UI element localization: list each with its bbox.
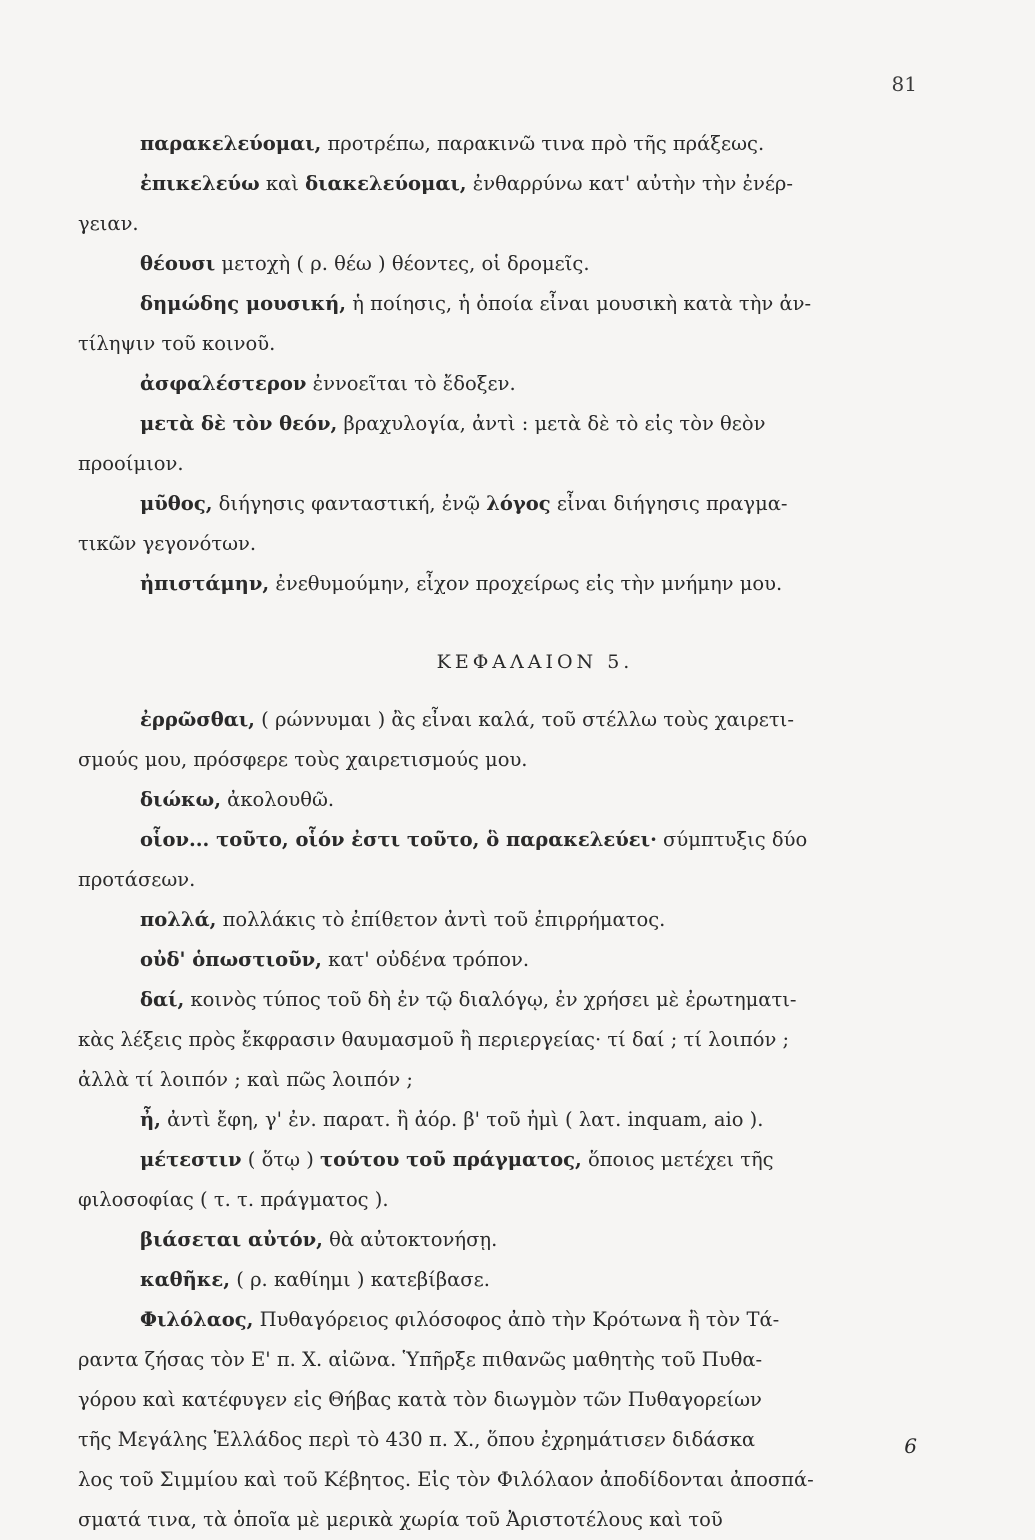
entry-gloss: καὶ [259, 172, 306, 195]
entry-continuation: ἀλλὰ τί λοιπόν ; καὶ πῶς λοιπόν ; [78, 1068, 413, 1091]
entry-lemma: θέουσι [140, 252, 216, 275]
entry-lemma: λόγος [486, 492, 551, 515]
entry-gloss: ( ρώννυμαι ) ἂς εἶναι καλά, τοῦ στέλλω τοὺς χαιρετι- [254, 708, 794, 731]
entry-continuation: κὰς λέξεις πρὸς ἔκφρασιν θαυμασμοῦ ἢ περιεργείας· τί δαί ; τί λοιπόν ; [78, 1028, 790, 1051]
glossary-entry [140, 124, 930, 164]
entry-gloss: πολλάκις τὸ ἐπίθετον ἀντὶ τοῦ ἐπιρρήματος. [216, 908, 666, 931]
glossary-entry [140, 780, 930, 820]
entry-lemma: ἐπικελεύω [140, 172, 260, 195]
entry-lemma: μετὰ δὲ τὸν θεόν, [140, 412, 338, 435]
entry-gloss: προτρέπω, παρακινῶ τινα πρὸ τῆς πράξεως. [321, 132, 765, 155]
entry-gloss: ( ρ. καθίημι ) κατεβίβασε. [230, 1268, 490, 1291]
glossary-entry [140, 1140, 930, 1180]
entry-continuation: προτάσεων. [78, 868, 196, 891]
glossary-entry [140, 820, 930, 860]
entry-gloss: ἀντὶ ἔφη, γ' ἐν. παρατ. ἢ ἀόρ. β' τοῦ ἠμὶ ( λατ. inquam, aio ). [160, 1108, 764, 1131]
entry-lemma: δημώδης μουσική, [140, 292, 347, 315]
page-body [78, 124, 930, 1540]
entry-continuation: ραντα ζήσας τὸν Ε' π. Χ. αἰῶνα. Ὑπῆρξε πιθανῶς μαθητὴς τοῦ Πυθα- [78, 1348, 763, 1371]
entry-continuation: τῆς Μεγάλης Ἑλλάδος περὶ τὸ 430 π. Χ., ὅπου ἐχρημάτισεν διδάσκα [78, 1428, 756, 1451]
entry-continuation: προοίμιον. [78, 452, 184, 475]
entry-gloss: ὅποιος μετέχει τῆς [581, 1148, 774, 1171]
glossary-entry [140, 284, 930, 324]
entry-gloss: μετοχὴ ( ρ. θέω ) θέοντες, οἱ δρομεῖς. [215, 252, 590, 275]
entry-gloss: διήγησις φανταστική, ἐνῷ [212, 492, 487, 515]
entry-continuation: σμούς μου, πρόσφερε τοὺς χαιρετισμούς μου. [78, 748, 528, 771]
entry-gloss: ἡ ποίησις, ἡ ὁποία εἶναι μουσικὴ κατὰ τὴν ἀν- [346, 292, 812, 315]
glossary-entry [140, 700, 930, 740]
entry-gloss: ( ὅτῳ ) [241, 1148, 321, 1171]
glossary-entry [140, 1300, 930, 1340]
glossary-entry [140, 164, 930, 204]
glossary-entry [140, 404, 930, 444]
entry-continuation: γειαν. [78, 212, 139, 235]
glossary-entry [140, 980, 930, 1020]
entry-lemma: Φιλόλαος, [140, 1308, 254, 1331]
entry-gloss: σύμπτυξις δύο [656, 828, 808, 851]
glossary-section-before [78, 124, 930, 604]
entry-gloss: Πυθαγόρειος φιλόσοφος ἀπὸ τὴν Κρότωνα ἢ τὸν Τά- [253, 1308, 780, 1331]
glossary-entry [140, 1260, 930, 1300]
page-number: 81 [891, 72, 917, 96]
glossary-entry [140, 940, 930, 980]
entry-gloss: ἐνεθυμούμην, εἶχον προχείρως εἰς τὴν μνήμην μου. [269, 572, 783, 595]
entry-lemma: βιάσεται αὐτόν, [140, 1228, 323, 1251]
entry-continuation: σματά τινα, τὰ ὁποῖα μὲ μερικὰ χωρία τοῦ Ἀριστοτέλους καὶ τοῦ [78, 1508, 723, 1531]
entry-gloss: κατ' οὐδένα τρόπον. [321, 948, 530, 971]
entry-lemma: παρακελεύομαι, [140, 132, 322, 155]
entry-gloss: ἀκολουθῶ. [220, 788, 335, 811]
entry-gloss: θὰ αὐτοκτονήσῃ. [322, 1228, 498, 1251]
entry-lemma: ἦ, [140, 1108, 161, 1131]
entry-lemma: ἠπιστάμην, [140, 572, 270, 595]
glossary-entry [140, 364, 930, 404]
entry-lemma: μῦθος, [140, 492, 213, 515]
chapter-heading: ΚΕΦΑΛΑΙΟΝ 5. [436, 651, 634, 673]
entry-lemma: τούτου τοῦ πράγματος, [320, 1148, 582, 1171]
sheet-signature: 6 [904, 1434, 917, 1458]
entry-continuation: γόρου καὶ κατέφυγεν εἰς Θήβας κατὰ τὸν διωγμὸν τῶν Πυθαγορείων [78, 1388, 762, 1411]
glossary-section-after [78, 700, 930, 1540]
entry-gloss: βραχυλογία, ἀντὶ : μετὰ δὲ τὸ εἰς τὸν θεὸν [337, 412, 766, 435]
entry-lemma: διακελεύομαι, [305, 172, 467, 195]
glossary-entry [140, 1100, 930, 1140]
entry-lemma: καθῆκε, [140, 1268, 231, 1291]
glossary-entry [140, 244, 930, 284]
entry-gloss: ἐννοεῖται τὸ ἔδοξεν. [306, 372, 516, 395]
entry-lemma: ἐρρῶσθαι, [140, 708, 255, 731]
entry-lemma: μέτεστιν [140, 1148, 242, 1171]
entry-lemma: διώκω, [140, 788, 221, 811]
entry-lemma: οἷον... τοῦτο, οἷόν ἐστι τοῦτο, ὃ παρακελεύει· [140, 828, 657, 851]
entry-lemma: οὐδ' ὁπωστιοῦν, [140, 948, 322, 971]
entry-gloss: ἐνθαρρύνω κατ' αὐτὴν τὴν ἐνέρ- [466, 172, 793, 195]
entry-continuation: λος τοῦ Σιμμίου καὶ τοῦ Κέβητος. Εἰς τὸν Φιλόλαον ἀποδίδονται ἀποσπά- [78, 1468, 814, 1491]
glossary-entry [140, 900, 930, 940]
entry-continuation: τικῶν γεγονότων. [78, 532, 257, 555]
entry-lemma: δαί, [140, 988, 185, 1011]
entry-continuation: φιλοσοφίας ( τ. τ. πράγματος ). [78, 1188, 389, 1211]
entry-gloss: εἶναι διήγησις πραγμα- [550, 492, 788, 515]
entry-lemma: ἀσφαλέστερον [140, 372, 307, 395]
glossary-entry [140, 1220, 930, 1260]
entry-continuation: τίληψιν τοῦ κοινοῦ. [78, 332, 276, 355]
entry-gloss: κοινὸς τύπος τοῦ δὴ ἐν τῷ διαλόγῳ, ἐν χρήσει μὲ ἐρωτηματι- [184, 988, 797, 1011]
entry-lemma: πολλά, [140, 908, 217, 931]
glossary-entry [140, 484, 930, 524]
glossary-entry [140, 564, 930, 604]
